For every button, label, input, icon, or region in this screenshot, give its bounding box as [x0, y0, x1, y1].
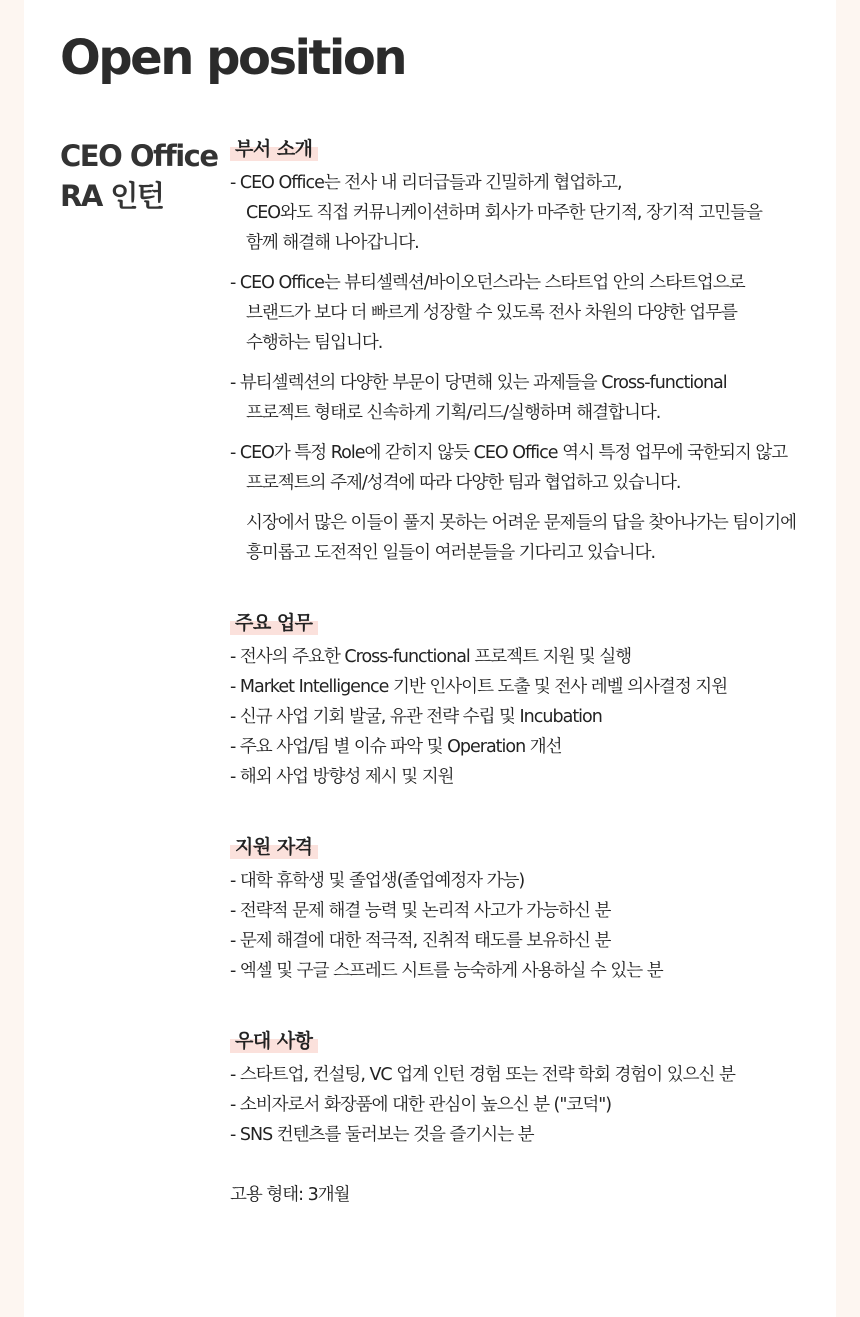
list-item: - SNS 컨텐츠를 둘러보는 것을 즐기시는 분	[230, 1125, 534, 1145]
intro-paragraph: 시장에서 많은 이들이 풀지 못하는 어려운 문제들의 답을 찾아나가는 팀이기에 흥미롭고 도전적인 일들이 여러분들을 기다리고 있습니다.	[246, 513, 797, 563]
list-item: - 해외 사업 방향성 제시 및 지원	[230, 767, 454, 787]
list-item: - 엑셀 및 구글 스프레드 시트를 능숙하게 사용하실 수 있는 분	[230, 961, 663, 981]
section-heading: 부서 소개	[230, 136, 318, 162]
qualifications-list	[230, 866, 820, 986]
duties-list	[230, 642, 820, 792]
list-item: - 문제 해결에 대한 적극적, 진취적 태도를 보유하신 분	[230, 931, 611, 951]
intro-paragraph: - CEO가 특정 Role에 갇히지 않듯 CEO Office 역시 특정 업무에 국한되지 않고 프로젝트의 주제/성격에 따라 다양한 팀과 협업하고 있습니다.	[230, 443, 788, 493]
section-preferred	[230, 1028, 820, 1210]
list-item: - 소비자로서 화장품에 대한 관심이 높으신 분 ("코덕")	[230, 1095, 612, 1115]
position-name	[60, 136, 218, 216]
list-item: - 신규 사업 기회 발굴, 유관 전략 수립 및 Incubation	[230, 707, 602, 727]
section-heading: 우대 사항	[230, 1028, 318, 1054]
preferred-list	[230, 1060, 820, 1150]
page-title: Open position	[60, 30, 406, 86]
list-item: - Market Intelligence 기반 인사이트 도출 및 전사 레벨 의사결정 지원	[230, 677, 728, 697]
section-main-duties	[230, 610, 820, 792]
section-heading: 주요 업무	[230, 610, 318, 636]
position-name-line1: CEO Office	[60, 139, 218, 173]
list-item: - 대학 휴학생 및 졸업생(졸업예정자 가능)	[230, 871, 525, 891]
list-item: - 전사의 주요한 Cross-functional 프로젝트 지원 및 실행	[230, 647, 632, 667]
intro-paragraph: - CEO Office는 뷰티셀렉션/바이오던스라는 스타트업 안의 스타트업으로 브랜드가 보다 더 빠르게 성장할 수 있도록 전사 차원의 다양한 업무를 수행하는 팀입니다.	[230, 273, 745, 353]
list-item: - 전략적 문제 해결 능력 및 논리적 사고가 가능하신 분	[230, 901, 611, 921]
job-posting-card	[24, 0, 836, 1317]
employment-type: 고용 형태: 3개월	[230, 1185, 350, 1205]
section-department-intro	[230, 136, 820, 568]
intro-paragraph: - CEO Office는 전사 내 리더급들과 긴밀하게 협업하고, CEO와도 직접 커뮤니케이션하며 회사가 마주한 단기적, 장기적 고민들을 함께 해결해 나아갑니다.	[230, 173, 762, 253]
list-item: - 스타트업, 컨설팅, VC 업계 인턴 경험 또는 전략 학회 경험이 있으신 분	[230, 1065, 735, 1085]
position-details	[230, 136, 820, 1210]
position-name-line2: RA 인턴	[60, 179, 164, 213]
section-heading: 지원 자격	[230, 834, 318, 860]
section-qualifications	[230, 834, 820, 986]
list-item: - 주요 사업/팀 별 이슈 파악 및 Operation 개선	[230, 737, 562, 757]
intro-paragraph: - 뷰티셀렉션의 다양한 부문이 당면해 있는 과제들을 Cross-functional 프로젝트 형태로 신속하게 기획/리드/실행하며 해결합니다.	[230, 373, 727, 423]
